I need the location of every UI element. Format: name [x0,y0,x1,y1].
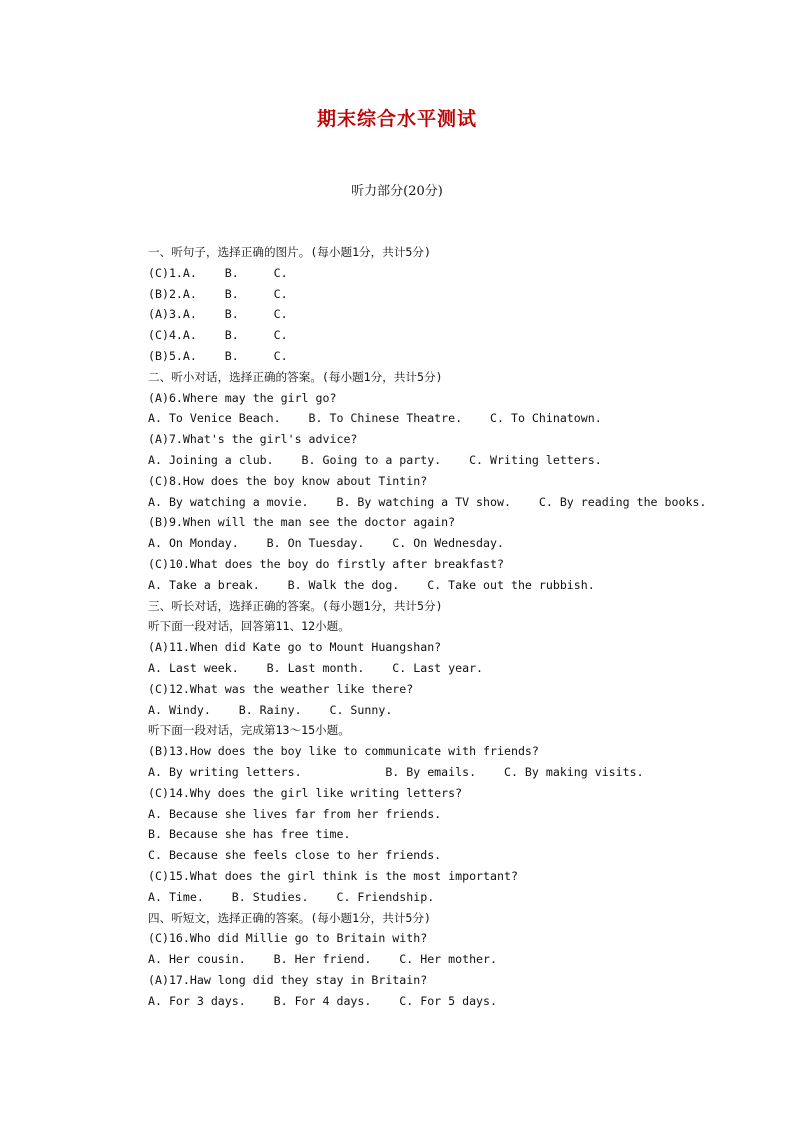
question-line: (C)1.A. B. C. [148,265,288,280]
question-line: (B)2.A. B. C. [148,286,288,301]
options-line: A. Joining a club. B. Going to a party. C. Writing letters. [148,452,602,467]
section-subtitle: 听力部分(20分) [351,184,443,199]
options-line: A. Her cousin. B. Her friend. C. Her mother. [148,952,498,967]
options-line: A. To Venice Beach. B. To Chinese Theatre. C. To Chinatown. [148,411,602,426]
options-line: A. Windy. B. Rainy. C. Sunny. [148,702,393,717]
question-line: (A)3.A. B. C. [148,307,288,322]
section-heading: 四、听短文，选择正确的答案。(每小题1分，共计5分) [148,910,431,925]
options-line: A. On Monday. B. On Tuesday. C. On Wednesday. [148,536,504,551]
question-line: (A)7.What's the girl's advice? [148,432,358,447]
options-line: C. Because she feels close to her friends. [148,848,442,863]
question-line: (B)13.How does the boy like to communicate with friends? [148,744,539,759]
question-line: (C)12.What was the weather like there? [148,681,414,696]
section-heading: 二、听小对话，选择正确的答案。(每小题1分，共计5分) [148,369,443,384]
page-title: 期末综合水平测试 [316,108,477,130]
question-line: (C)15.What does the girl think is the most important? [148,868,518,883]
question-line: (B)9.When will the man see the doctor again? [148,515,456,530]
section-heading: 一、听句子，选择正确的图片。(每小题1分，共计5分) [148,245,431,259]
options-line: A. Time. B. Studies. C. Friendship. [148,889,435,904]
question-line: (C)8.How does the boy know about Tintin? [148,473,428,488]
question-line: (C)14.Why does the girl like writing letters? [148,785,463,800]
options-line: A. Because she lives far from her friends. [148,806,442,821]
question-line: (C)10.What does the boy do firstly after breakfast? [148,556,504,571]
question-line: (B)5.A. B. C. [148,348,288,363]
question-line: (A)6.Where may the girl go? [148,390,337,405]
question-line: (A)11.When did Kate go to Mount Huangshan? [148,640,442,655]
question-line: (C)16.Who did Millie go to Britain with? [148,931,428,946]
options-line: A. By writing letters. B. By emails. C. By making visits. [148,764,644,779]
options-line: A. Last week. B. Last month. C. Last year. [148,660,484,675]
instruction-line: 听下面一段对话，完成第13～15小题。 [148,723,350,738]
options-line: B. Because she has free time. [148,827,351,842]
section-heading: 三、听长对话，选择正确的答案。(每小题1分，共计5分) [148,598,443,613]
options-line: A. For 3 days. B. For 4 days. C. For 5 days. [148,993,498,1008]
question-line: (A)17.Haw long did they stay in Britain? [148,972,428,987]
options-line: A. By watching a movie. B. By watching a TV show. C. By reading the books. [148,494,707,509]
instruction-line: 听下面一段对话，回答第11、12小题。 [148,619,350,634]
question-line: (C)4.A. B. C. [148,328,288,343]
question-list [148,242,708,1011]
options-line: A. Take a break. B. Walk the dog. C. Take out the rubbish. [148,577,595,592]
